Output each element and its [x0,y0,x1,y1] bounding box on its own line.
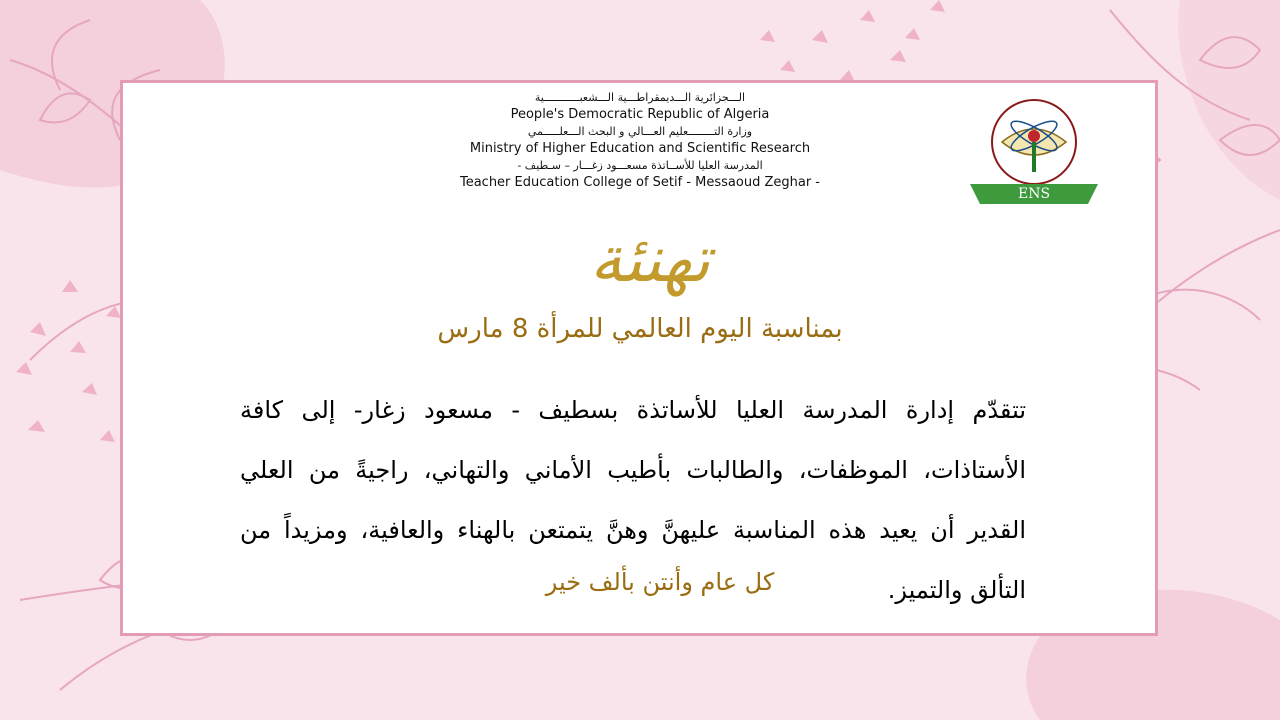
school-arabic: المدرسة العليا للأســاتذة مسعـــود زغـــار – سـطيف - [517,159,763,172]
country-arabic: الـــجزائرية الـــديمقراطـــية الـــشعبـــــــــــية [534,91,746,104]
ministry-arabic: وزارة التــــــــعليم العـــالي و البحث الـــعلـــــمي [527,125,753,138]
country-english: People's Democratic Republic of Algeria [510,107,770,122]
logo-ens-text: ENS [1017,186,1051,202]
school-english: Teacher Education College of Setif - Messaoud Zeghar - [459,175,821,190]
congratulations-calligraphy: تهنئة [589,223,711,297]
ministry-english: Ministry of Higher Education and Scientific Research [469,141,811,156]
occasion-title: بمناسبة اليوم العالمي للمرأة 8 مارس [437,314,843,344]
ens-logo [966,96,1102,214]
closing-wish: كل عام وأنتن بألف خير [545,568,775,596]
institution-header [430,90,850,192]
greeting-message: تتقدّم إدارة المدرسة العليا للأساتذة بسطيف - مسعود زغار- إلى كافة الأستاذات، الموظفات، والطالبات بأطيب الأماني والتهاني، راجيةً من العلي القدير أن يعيد هذه المناسبة عليهنَّ وهنَّ يتمتعن بالهناء والعافية، ومزيداً من التألق والتميز. [240,396,1026,604]
